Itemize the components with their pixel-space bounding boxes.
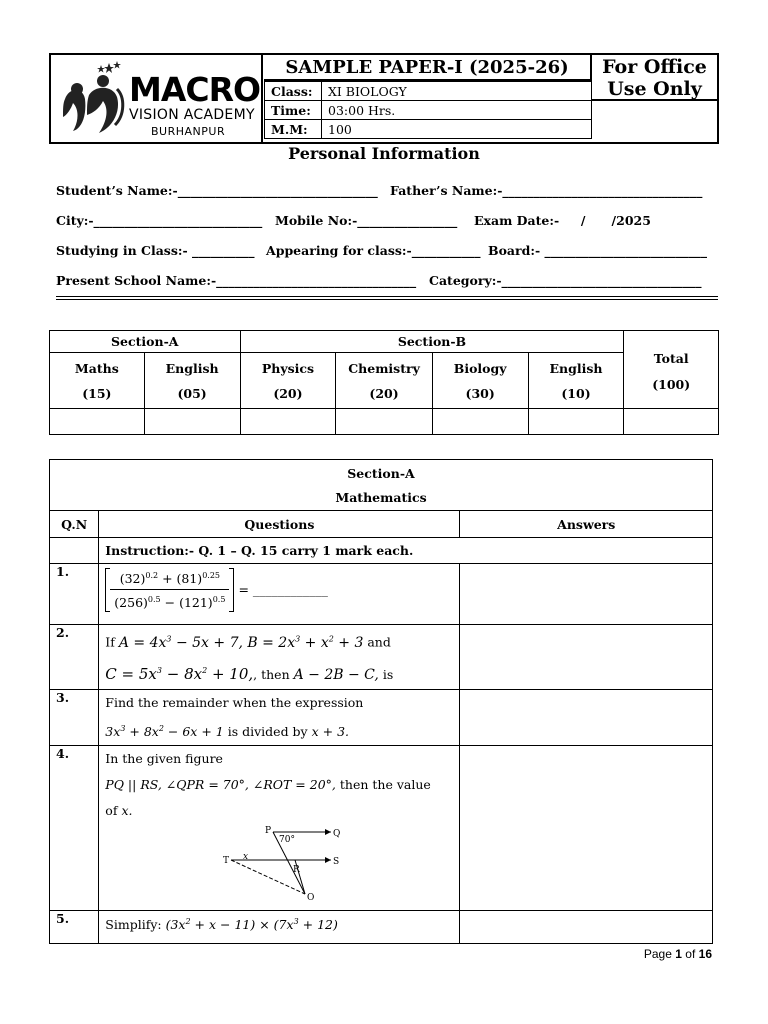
academy-logo-icon [59, 59, 131, 137]
office-use-heading [592, 55, 717, 101]
appearing-class-field[interactable]: Appearing for class:-___________ [266, 243, 481, 258]
q4-text-2: then the value [339, 776, 431, 792]
score-entry-cell[interactable] [432, 409, 528, 435]
score-entry-cell[interactable] [528, 409, 624, 435]
paper-info-table [264, 81, 592, 139]
question-number: 4. [50, 745, 99, 910]
subject-cell [240, 353, 336, 409]
subject-cell [336, 353, 432, 409]
info-row-mm [265, 120, 592, 139]
col-header-questions: Questions [99, 511, 460, 538]
figure-label-o: O [307, 892, 315, 900]
q3-text: Find the remainder when the expression [105, 694, 364, 710]
info-row-class [265, 82, 592, 101]
figure-label-q: Q [333, 828, 341, 839]
figure-label-angle: 70° [279, 834, 296, 845]
question-row [50, 689, 713, 745]
question-text: $(32)^{0.2} + (81)^{0.25}$ $(256)^{0.5} - (121)^{0.5}$ = ____________ [99, 564, 460, 625]
answer-cell[interactable] [460, 745, 713, 910]
answer-cell[interactable] [460, 910, 713, 943]
page-of: of [685, 947, 696, 961]
q2-then: , then [253, 666, 290, 682]
logo-main-text: MACRO [129, 70, 261, 109]
info-label: M.M: [265, 120, 322, 139]
subject-name: Maths [74, 360, 119, 376]
question-number: 3. [50, 689, 99, 745]
student-name-field[interactable]: Student’s Name:-________________________________ [56, 183, 378, 198]
q2-if: If [105, 634, 115, 650]
category-field[interactable]: Category:-________________________________ [429, 273, 702, 288]
page-number [644, 947, 712, 961]
studying-class-field[interactable]: Studying in Class:- __________ [56, 243, 255, 258]
pi-row-school [56, 273, 714, 288]
subject-marks: (20) [369, 385, 399, 401]
subject-marks: (05) [177, 385, 207, 401]
score-entry-cell[interactable] [50, 409, 145, 435]
q4-text: In the given figure [105, 750, 223, 766]
pi-row-names [56, 183, 714, 198]
header-box [49, 53, 719, 144]
subject-label: Mathematics [335, 490, 427, 505]
exam-date-field[interactable]: Exam Date:- / /2025 [474, 213, 651, 228]
figure-label-t: T [223, 855, 230, 866]
col-header-answers: Answers [460, 511, 713, 538]
q3-text-2: is divided by [227, 723, 308, 739]
q2-and: and [367, 634, 391, 650]
question-row [50, 910, 713, 943]
instruction-text: Instruction:- Q. 1 – Q. 15 carry 1 mark each. [99, 538, 713, 564]
board-field[interactable]: Board:- __________________________ [488, 243, 707, 258]
question-row [50, 625, 713, 690]
answer-cell[interactable] [460, 625, 713, 690]
school-name-field[interactable]: Present School Name:-________________________________ [56, 273, 417, 288]
question-row [50, 745, 713, 910]
total-header [624, 331, 719, 409]
figure-label-x: x [243, 851, 249, 862]
question-table [49, 459, 713, 944]
pi-row-contact [56, 213, 714, 228]
subject-cell [528, 353, 624, 409]
section-b-header: Section-B [240, 331, 624, 353]
office-line-2: Use Only [607, 78, 702, 100]
subject-name: Chemistry [348, 360, 420, 376]
q5-text: Simplify: [105, 916, 162, 932]
answer-cell[interactable] [460, 564, 713, 625]
info-value: 03:00 Hrs. [322, 101, 592, 120]
score-entry-cell[interactable] [336, 409, 432, 435]
question-text: Simplify: $(3x^2 + x - 11) \times (7x^3 + 12)$ [99, 910, 460, 943]
info-label: Time: [265, 101, 322, 120]
subject-name: Physics [261, 360, 315, 376]
score-table [49, 330, 719, 435]
personal-info-title: Personal Information [288, 144, 480, 163]
subject-name: Biology [453, 360, 507, 376]
total-marks: (100) [652, 376, 691, 392]
section-a-header: Section-A [50, 331, 241, 353]
logo-city-text: BURHANPUR [151, 125, 226, 138]
logo-sub-text: VISION ACADEMY [129, 107, 255, 123]
question-text: If $A = 4x^3 - 5x + 7$, $B = 2x^3 + x^2 + 3$ and $C = 5x^3 - 8x^2 + 10$,, then A − 2B − C, is [99, 625, 460, 690]
total-label: Total [653, 350, 689, 366]
answer-cell[interactable] [460, 689, 713, 745]
score-entry-cell[interactable] [624, 409, 719, 435]
section-heading-cell [50, 460, 713, 511]
city-field[interactable]: City:-___________________________ [56, 213, 263, 228]
mobile-field[interactable]: Mobile No:-________________ [275, 213, 458, 228]
info-label: Class: [265, 82, 322, 101]
section-label: Section-A [347, 466, 415, 481]
logo-cell [51, 55, 263, 142]
question-text: Find the remainder when the expression $3x^3 + 8x^2 - 6x + 1$ is divided by x + 3. [99, 689, 460, 745]
question-text: In the given figure PQ || RS, ∠QPR = 70°, ∠ROT = 20°, then the value of x. P Q T S R O x 70° [99, 745, 460, 910]
page-prefix: Page [643, 947, 672, 961]
question-row [50, 564, 713, 625]
q2-is: is [382, 666, 394, 682]
figure-label-p: P [265, 825, 272, 836]
qn-cell [50, 538, 99, 564]
subject-cell [432, 353, 528, 409]
col-header-qn: Q.N [50, 511, 99, 538]
info-value: XI BIOLOGY [322, 82, 592, 101]
subject-marks: (30) [465, 385, 495, 401]
question-number: 5. [50, 910, 99, 943]
page-total: 16 [698, 947, 712, 961]
score-entry-cell[interactable] [144, 409, 240, 435]
info-row-time [265, 101, 592, 120]
divider-line [56, 299, 718, 300]
geometry-figure [221, 826, 341, 900]
q4-text-3: of [105, 802, 118, 818]
question-number: 1. [50, 564, 99, 625]
pi-row-class [56, 243, 714, 258]
subject-name: English [549, 360, 603, 376]
subject-marks: (10) [561, 385, 591, 401]
page-current: 1 [675, 947, 682, 961]
subject-name: English [165, 360, 219, 376]
answer-blank: = ____________ [238, 582, 328, 598]
subject-cell [144, 353, 240, 409]
figure-label-s: S [333, 856, 340, 867]
subject-marks: (15) [82, 385, 112, 401]
father-name-field[interactable]: Father’s Name:-________________________________ [390, 183, 703, 198]
question-number: 2. [50, 625, 99, 690]
info-value: 100 [322, 120, 592, 139]
office-line-1: For Office [602, 56, 707, 78]
score-entry-cell[interactable] [240, 409, 336, 435]
divider-line [56, 296, 718, 297]
paper-title: SAMPLE PAPER-I (2025-26) [264, 55, 592, 81]
subject-cell [50, 353, 145, 409]
subject-marks: (20) [273, 385, 303, 401]
figure-label-r: R [293, 864, 301, 875]
